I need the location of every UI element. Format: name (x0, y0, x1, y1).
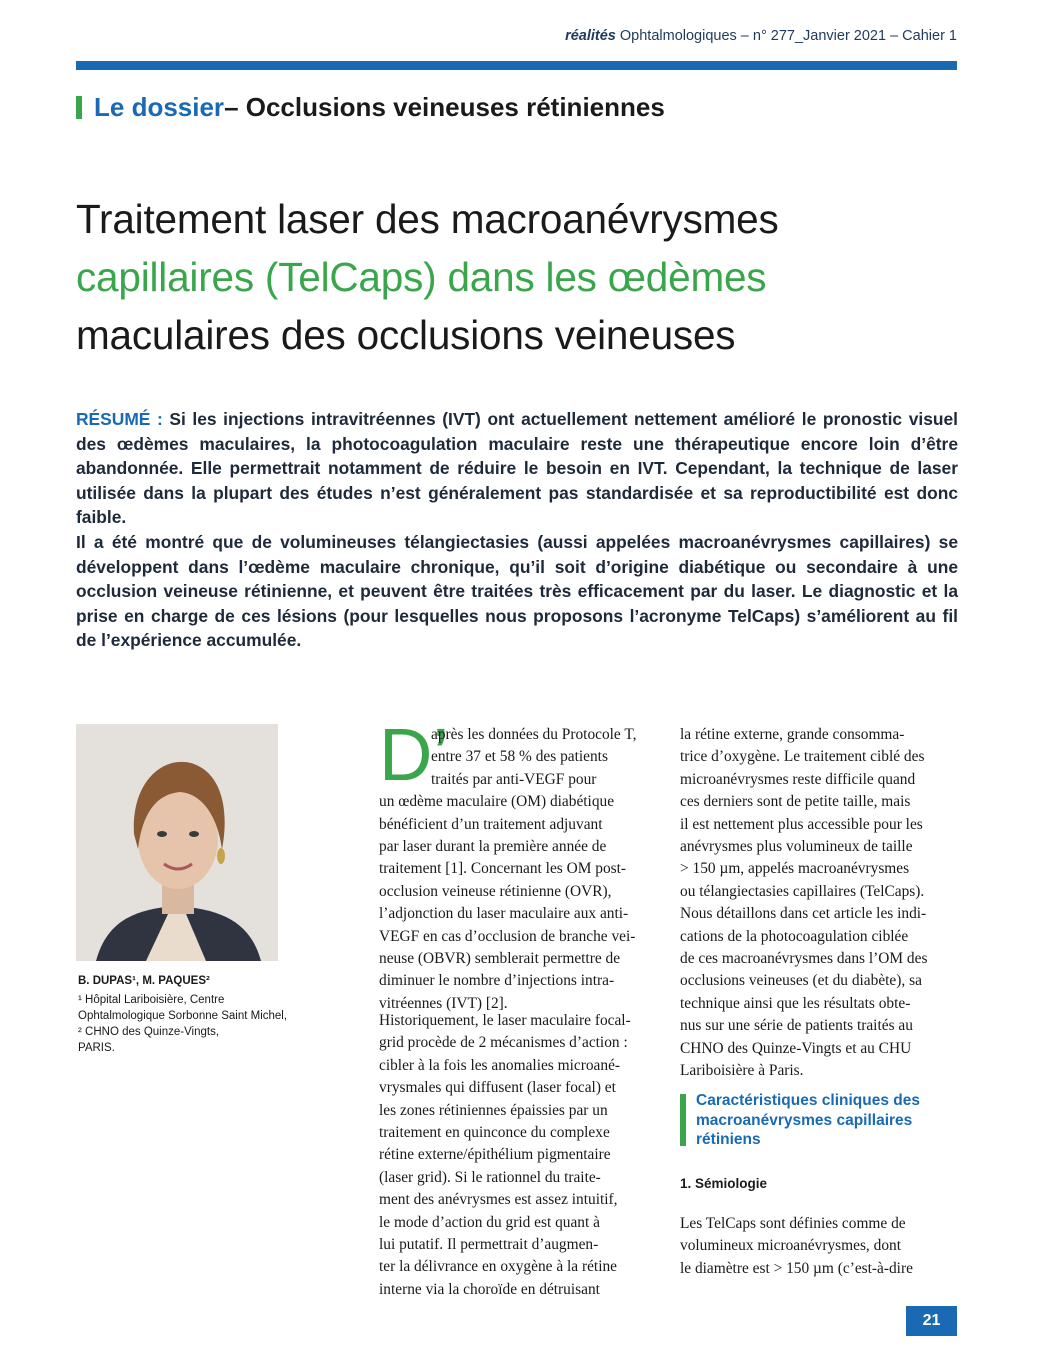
text-line: ter la délivrance en oxygène à la rétine (379, 1258, 617, 1276)
text-line: diminuer le nombre d’injections intra- (379, 972, 615, 990)
text-line: entre 37 et 58 % des patients (431, 748, 608, 766)
page-number: 21 (906, 1306, 957, 1336)
text-line: de ces macroanévrysmes dans l’OM des (680, 950, 928, 968)
text-line: ou télangiectasies capillaires (TelCaps). (680, 882, 925, 900)
abstract-label: RÉSUMÉ : (76, 409, 163, 429)
text-line: CHNO des Quinze-Vingts et au CHU (680, 1039, 912, 1057)
text-line: nus sur une série de patients traités au (680, 1017, 913, 1035)
text-line: la rétine externe, grande consomma- (680, 726, 905, 743)
abstract (76, 407, 958, 653)
column-2-paragraph-1 (680, 724, 957, 1083)
sub-subheading: 1. Sémiologie (680, 1176, 768, 1191)
title-line-1: Traitement laser des macroanévrysmes (76, 196, 779, 242)
subheading-marker (680, 1094, 686, 1146)
text-line: > 150 µm, appelés macroanévrysmes (680, 860, 910, 878)
text-line: ment des anévrysmes est assez intuitif, (379, 1191, 618, 1209)
text-line: il est nettement plus accessible pour les (680, 815, 923, 833)
journal-brand: réalités (565, 28, 616, 44)
abstract-para-2: Il a été montré que de volumineuses télangiectasies (aussi appelées macroanévrysmes capillaires) se développent dans l’œdème maculaire chronique, qu’il soit d’origine diabétique ou secondaire à une occlusion veineuse rétinienne, et peuvent être traitées très efficacement par du laser. Le diagnostic et la prise en charge de ces lésions (pour lesquelles nous proposons l’acronyme TelCaps) s’améliorent au fil de l’expérience accumulée. (76, 531, 958, 651)
text-line: trice d’oxygène. Le traitement ciblé des (680, 748, 925, 766)
text-line: Historiquement, le laser maculaire focal- (379, 1012, 631, 1029)
text-line: ces derniers sont de petite taille, mais (680, 793, 911, 811)
text-line: le mode d’action du grid est quant à (379, 1213, 600, 1231)
subheading: Caractéristiques cliniques des macroanévrysmes capillaires rétiniens (696, 1092, 920, 1148)
section-topic: – Occlusions veineuses rétiniennes (224, 92, 665, 122)
affiliation-2: Ophtalmologique Sorbonne Saint Michel, (78, 1010, 288, 1022)
text-line: technique ainsi que les résultats obte- (680, 994, 911, 1012)
text-line: traitement [1]. Concernant les OM post- (379, 860, 627, 878)
text-line: microanévrysmes reste difficile quand (680, 770, 916, 788)
text-line: traités par anti-VEGF pour (431, 770, 597, 788)
text-line: VEGF en cas d’occlusion de branche vei- (379, 927, 636, 945)
column-1-paragraph-2 (379, 1010, 656, 1301)
text-line: occlusions veineuses (et du diabète), sa (680, 972, 922, 990)
header-rule (76, 61, 957, 70)
text-line: traitement en quinconce du complexe (379, 1124, 610, 1142)
section-heading (76, 92, 665, 123)
text-line: vitréennes (IVT) [2]. (379, 994, 508, 1012)
column-1-paragraph-1 (379, 724, 656, 1015)
affiliation-1: ¹ Hôpital Lariboisière, Centre (78, 994, 225, 1006)
column-2-paragraph-2 (680, 1213, 957, 1280)
affiliation-4: PARIS. (78, 1042, 115, 1054)
text-line: cibler à la fois les anomalies microané- (379, 1056, 621, 1074)
text-line: vrysmales qui diffusent (laser focal) et (379, 1079, 616, 1097)
text-line: par laser durant la première année de (379, 838, 607, 856)
text-line: interne via la choroïde en détruisant (379, 1280, 600, 1298)
text-line: rétine externe/épithélium pigmentaire (379, 1146, 611, 1164)
running-head (565, 28, 957, 44)
text-line: Nous détaillons dans cet article les indi- (680, 905, 927, 923)
text-line: un œdème maculaire (OM) diabétique (379, 793, 615, 811)
journal-issue: Ophtalmologiques – n° 277_Janvier 2021 – Cahier 1 (615, 28, 957, 44)
text-line: après les données du Protocole T, (431, 726, 637, 743)
title-line-2: capillaires (TelCaps) dans les œdèmes (76, 254, 767, 300)
text-line: le diamètre est > 150 µm (c’est-à-dire (680, 1259, 913, 1277)
abstract-para-1 (76, 407, 958, 530)
section-label: Le dossier (94, 92, 225, 122)
text-line: Les TelCaps sont définies comme de (680, 1215, 906, 1232)
text-line: grid procède de 2 mécanismes d’action : (379, 1034, 628, 1052)
text-line: volumineux microanévrysmes, dont (680, 1237, 901, 1255)
article-title (76, 190, 956, 364)
text-line: neuse (OBVR) semblerait permettre de (379, 950, 621, 968)
text-line: cations de la photocoagulation ciblée (680, 927, 909, 945)
author-photo (76, 724, 278, 961)
drop-cap: D’ (379, 713, 449, 796)
text-line: les zones rétiniennes épaissies par un (379, 1101, 608, 1119)
affiliation-3: ² CHNO des Quinze-Vingts, (78, 1026, 220, 1038)
section-marker (76, 96, 82, 119)
text-line: lui putatif. Il permettrait d’augmen- (379, 1236, 599, 1254)
text-line: Lariboisière à Paris. (680, 1062, 804, 1080)
text-line: l’adjonction du laser maculaire aux anti- (379, 905, 629, 923)
text-line: anévrysmes plus volumineux de taille (680, 838, 913, 856)
abstract-text-1: Si les injections intravitréennes (IVT) ont actuellement nettement amélioré le pronostic visuel des œdèmes maculaires, la photocoagulation maculaire reste une thérapeutique encore loin d’être abandonnée. Elle permettrait notamment de réduire le besoin en IVT. Cependant, la technique de laser utilisée dans la plupart des études n’est généralement pas standardisée et sa reproductibilité est donc faible. (76, 409, 958, 528)
text-line: (laser grid). Si le rationnel du traite- (379, 1168, 601, 1186)
text-line: occlusion veineuse rétinienne (OVR), (379, 882, 612, 900)
author-portrait-image (76, 724, 278, 961)
text-line: bénéficient d’un traitement adjuvant (379, 815, 603, 833)
title-line-3: maculaires des occlusions veineuses (76, 312, 736, 358)
author-names: B. DUPAS¹, M. PAQUES² (78, 975, 210, 987)
